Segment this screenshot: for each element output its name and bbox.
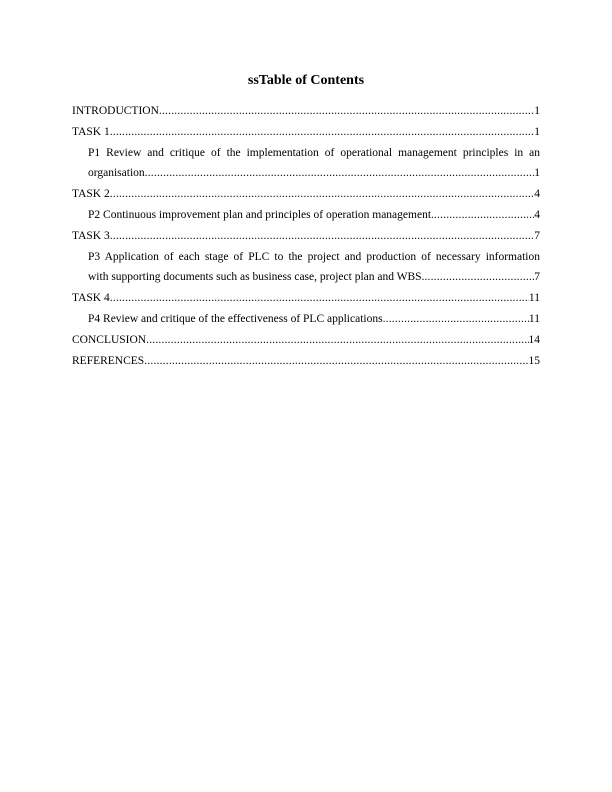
toc-page-number: 15 — [528, 354, 540, 367]
toc-leader-dots — [110, 122, 535, 143]
toc-entry-continuation — [88, 267, 540, 288]
toc-page-number: 11 — [528, 312, 540, 325]
toc-page-number: 7 — [534, 229, 540, 242]
toc-leader-dots — [144, 351, 528, 372]
page-title: ssTable of Contents — [247, 73, 365, 88]
toc-entry-label: P4 Review and critique of the effectiveness of PLC applications — [88, 312, 383, 325]
toc-entry-p1[interactable] — [72, 143, 540, 185]
toc-entry-task1[interactable] — [72, 122, 540, 143]
toc-leader-dots — [424, 267, 534, 288]
toc-leader-dots — [146, 330, 528, 351]
toc-leader-dots — [110, 226, 535, 247]
toc-leader-dots — [145, 163, 535, 184]
toc-entry-task4[interactable] — [72, 288, 540, 309]
toc-entry-label: INTRODUCTION — [72, 105, 159, 117]
table-of-contents — [72, 101, 540, 371]
toc-leader-dots — [383, 309, 529, 330]
toc-entry-p4[interactable] — [72, 309, 540, 330]
toc-entry-introduction[interactable] — [72, 101, 540, 122]
toc-entry-label-line2: organisation — [88, 167, 145, 180]
toc-entry-label: REFERENCES — [72, 354, 145, 367]
toc-entry-continuation — [88, 163, 540, 184]
toc-entry-task2[interactable] — [72, 184, 540, 205]
toc-page-number: 4 — [534, 188, 540, 201]
toc-entry-label: TASK 3 — [72, 229, 110, 242]
toc-entry-label-line1: P1 Review and critique of the implementation of operational management principles in an — [88, 146, 540, 159]
toc-entry-conclusion[interactable] — [72, 330, 540, 351]
toc-entry-label-line2: with supporting documents such as business case, project plan and WBS. — [88, 271, 425, 284]
toc-leader-dots — [110, 288, 529, 309]
toc-page-number: 1 — [534, 167, 540, 180]
toc-entry-label: TASK 4 — [72, 292, 110, 305]
toc-page-number: 14 — [528, 333, 540, 346]
toc-entry-label: CONCLUSION — [72, 333, 147, 346]
toc-page-number: 4 — [534, 208, 540, 221]
toc-entry-task3[interactable] — [72, 226, 540, 247]
toc-entry-label-line1: P3 Application of each stage of PLC to the project and production of necessary information — [88, 250, 540, 263]
toc-entry-p2[interactable] — [72, 205, 540, 226]
toc-page-number: 7 — [534, 271, 540, 284]
toc-leader-dots — [110, 184, 535, 205]
toc-entry-references[interactable] — [72, 351, 540, 372]
toc-leader-dots — [434, 205, 534, 226]
toc-page-number: 11 — [528, 292, 540, 305]
toc-entry-p3[interactable] — [72, 247, 540, 289]
toc-leader-dots — [159, 101, 534, 122]
toc-entry-label: P2 Continuous improvement plan and principles of operation management. — [88, 208, 434, 221]
toc-entry-label: TASK 2 — [72, 188, 110, 201]
toc-page-number: 1 — [534, 105, 540, 117]
toc-entry-label: TASK 1 — [72, 125, 110, 138]
toc-page-number: 1 — [534, 125, 540, 138]
